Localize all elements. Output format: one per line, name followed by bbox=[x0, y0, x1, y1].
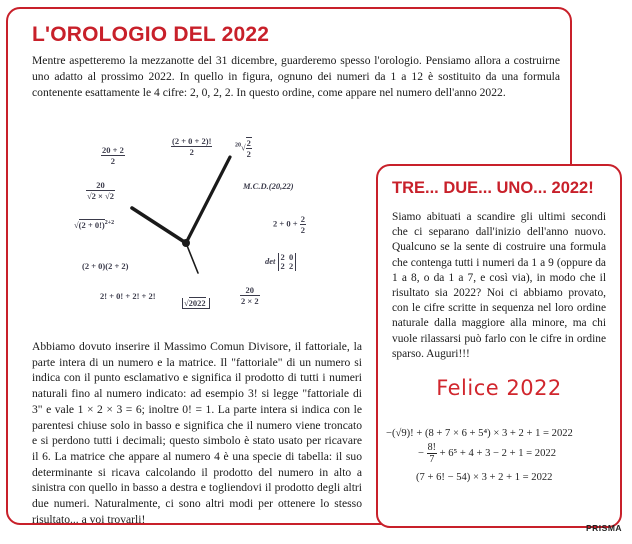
clock-twelve: $\frac{(2 + 0 + 2)!}{2}$ bbox=[172, 136, 212, 157]
side-box bbox=[376, 164, 622, 528]
clock-nine: $√(2 + 0!)^{2+2}$ bbox=[74, 220, 115, 230]
formula-line-2: − $\frac{8!}{7}$ + 6⁵ + 4 + 3 − 2 + 1 = 2022 bbox=[418, 442, 556, 465]
clock-eight: (2 + 0)(2 + 2) bbox=[82, 261, 129, 271]
clock-three: 2 + 0 + $\frac{2}{2}$ bbox=[273, 214, 305, 235]
clock-figure bbox=[68, 125, 326, 327]
formula-line-3: (7 + 6! − 54) × 3 + 2 + 1 = 2022 bbox=[416, 472, 553, 483]
brand-label: PRISMA bbox=[586, 523, 623, 533]
clock-four: det 2 0 2 2 bbox=[265, 253, 296, 271]
main-title: L'OROLOGIO DEL 2022 bbox=[32, 23, 270, 46]
clock-eleven: $\frac{20 + 2}{2}$ bbox=[102, 145, 124, 166]
side-paragraph: Siamo abituati a scandire gli ultimi secondi che ci separano dall'inizio dell'anno nuovo. Qualcuno se la sente di costruire una formula che contenga tutti i numeri da 1 a 9 (oppure da 1 a 8, o da 1 a 7, e così via), in modo che il risultato sia 2022? Noi ci abbiamo provato, con le cifre scritte in sequenza nel loro ordine naturale dalla maggiore alla minore, ma chi vuole rilassarsi può farlo con le cifre in ordine sparso. Auguri!!! bbox=[392, 211, 606, 360]
clock-ten: $\frac{20}{√2 \times √2}$ bbox=[87, 180, 114, 201]
minute-hand bbox=[186, 157, 230, 243]
clock-seven: 2! + 0! + 2! + 2! bbox=[100, 291, 156, 301]
side-title: TRE... DUE... UNO... 2022! bbox=[392, 179, 594, 197]
clock-center bbox=[182, 239, 190, 247]
intro-paragraph: Mentre aspetteremo la mezzanotte del 31 dicembre, guarderemo spesso l'orologio. Pensiamo allora a costruirne uno adatto al prossimo 2022. In quello in figura, ognuno dei numeri da 1 a 12 è sostituito da una formula contenente esattamente le 4 cifre: 2, 0, 2, 2. In questo ordine, come appare nel numero dell'anno 2022. bbox=[32, 54, 560, 99]
clock-two: M.C.D.(20,22) bbox=[243, 181, 294, 191]
greeting-text: Felice 2022 bbox=[436, 376, 562, 400]
clock-five: $\frac{20}{2 \times 2}$ bbox=[241, 285, 259, 306]
clock-six: √2022 bbox=[182, 298, 210, 308]
second-hand bbox=[186, 243, 198, 273]
clock-one: $^{20}$√ $\frac{2}{2}$ bbox=[235, 138, 251, 159]
hour-hand bbox=[132, 208, 186, 243]
body-paragraph: Abbiamo dovuto inserire il Massimo Comun Divisore, il fattoriale, la parte intera di un numero e la matrice. Il "fattoriale" di un numero si indica con il punto esclamativo e significa il prodotto di tutti i numeri naturali fino al numero indicato: ad esempio 3! si legge "fattoriale di 3" e vale 1 × 2 × 3 = 6; inoltre 0! = 1. La parte intera si indica con le parentesi chiuse solo in basso e significa che il numero viene troncato e si perdono tutti i decimali; questo simbolo è stato usato per ricavare il 6. La matrice che appare al numero 4 è una specie di tabella: il suo determinante si ricava calcolando il prodotto del numero in alto a sinistra con quello in basso a destra e togliendovi il prodotto degli altri due numeri. Naturalmente, ci sono altri modi per ottenere lo stesso risultato... a voi trovarli! bbox=[32, 340, 362, 526]
formula-line-1: −(√9)! + (8 + 7 × 6 + 5⁴) × 3 + 2 + 1 = 2022 bbox=[386, 428, 573, 439]
